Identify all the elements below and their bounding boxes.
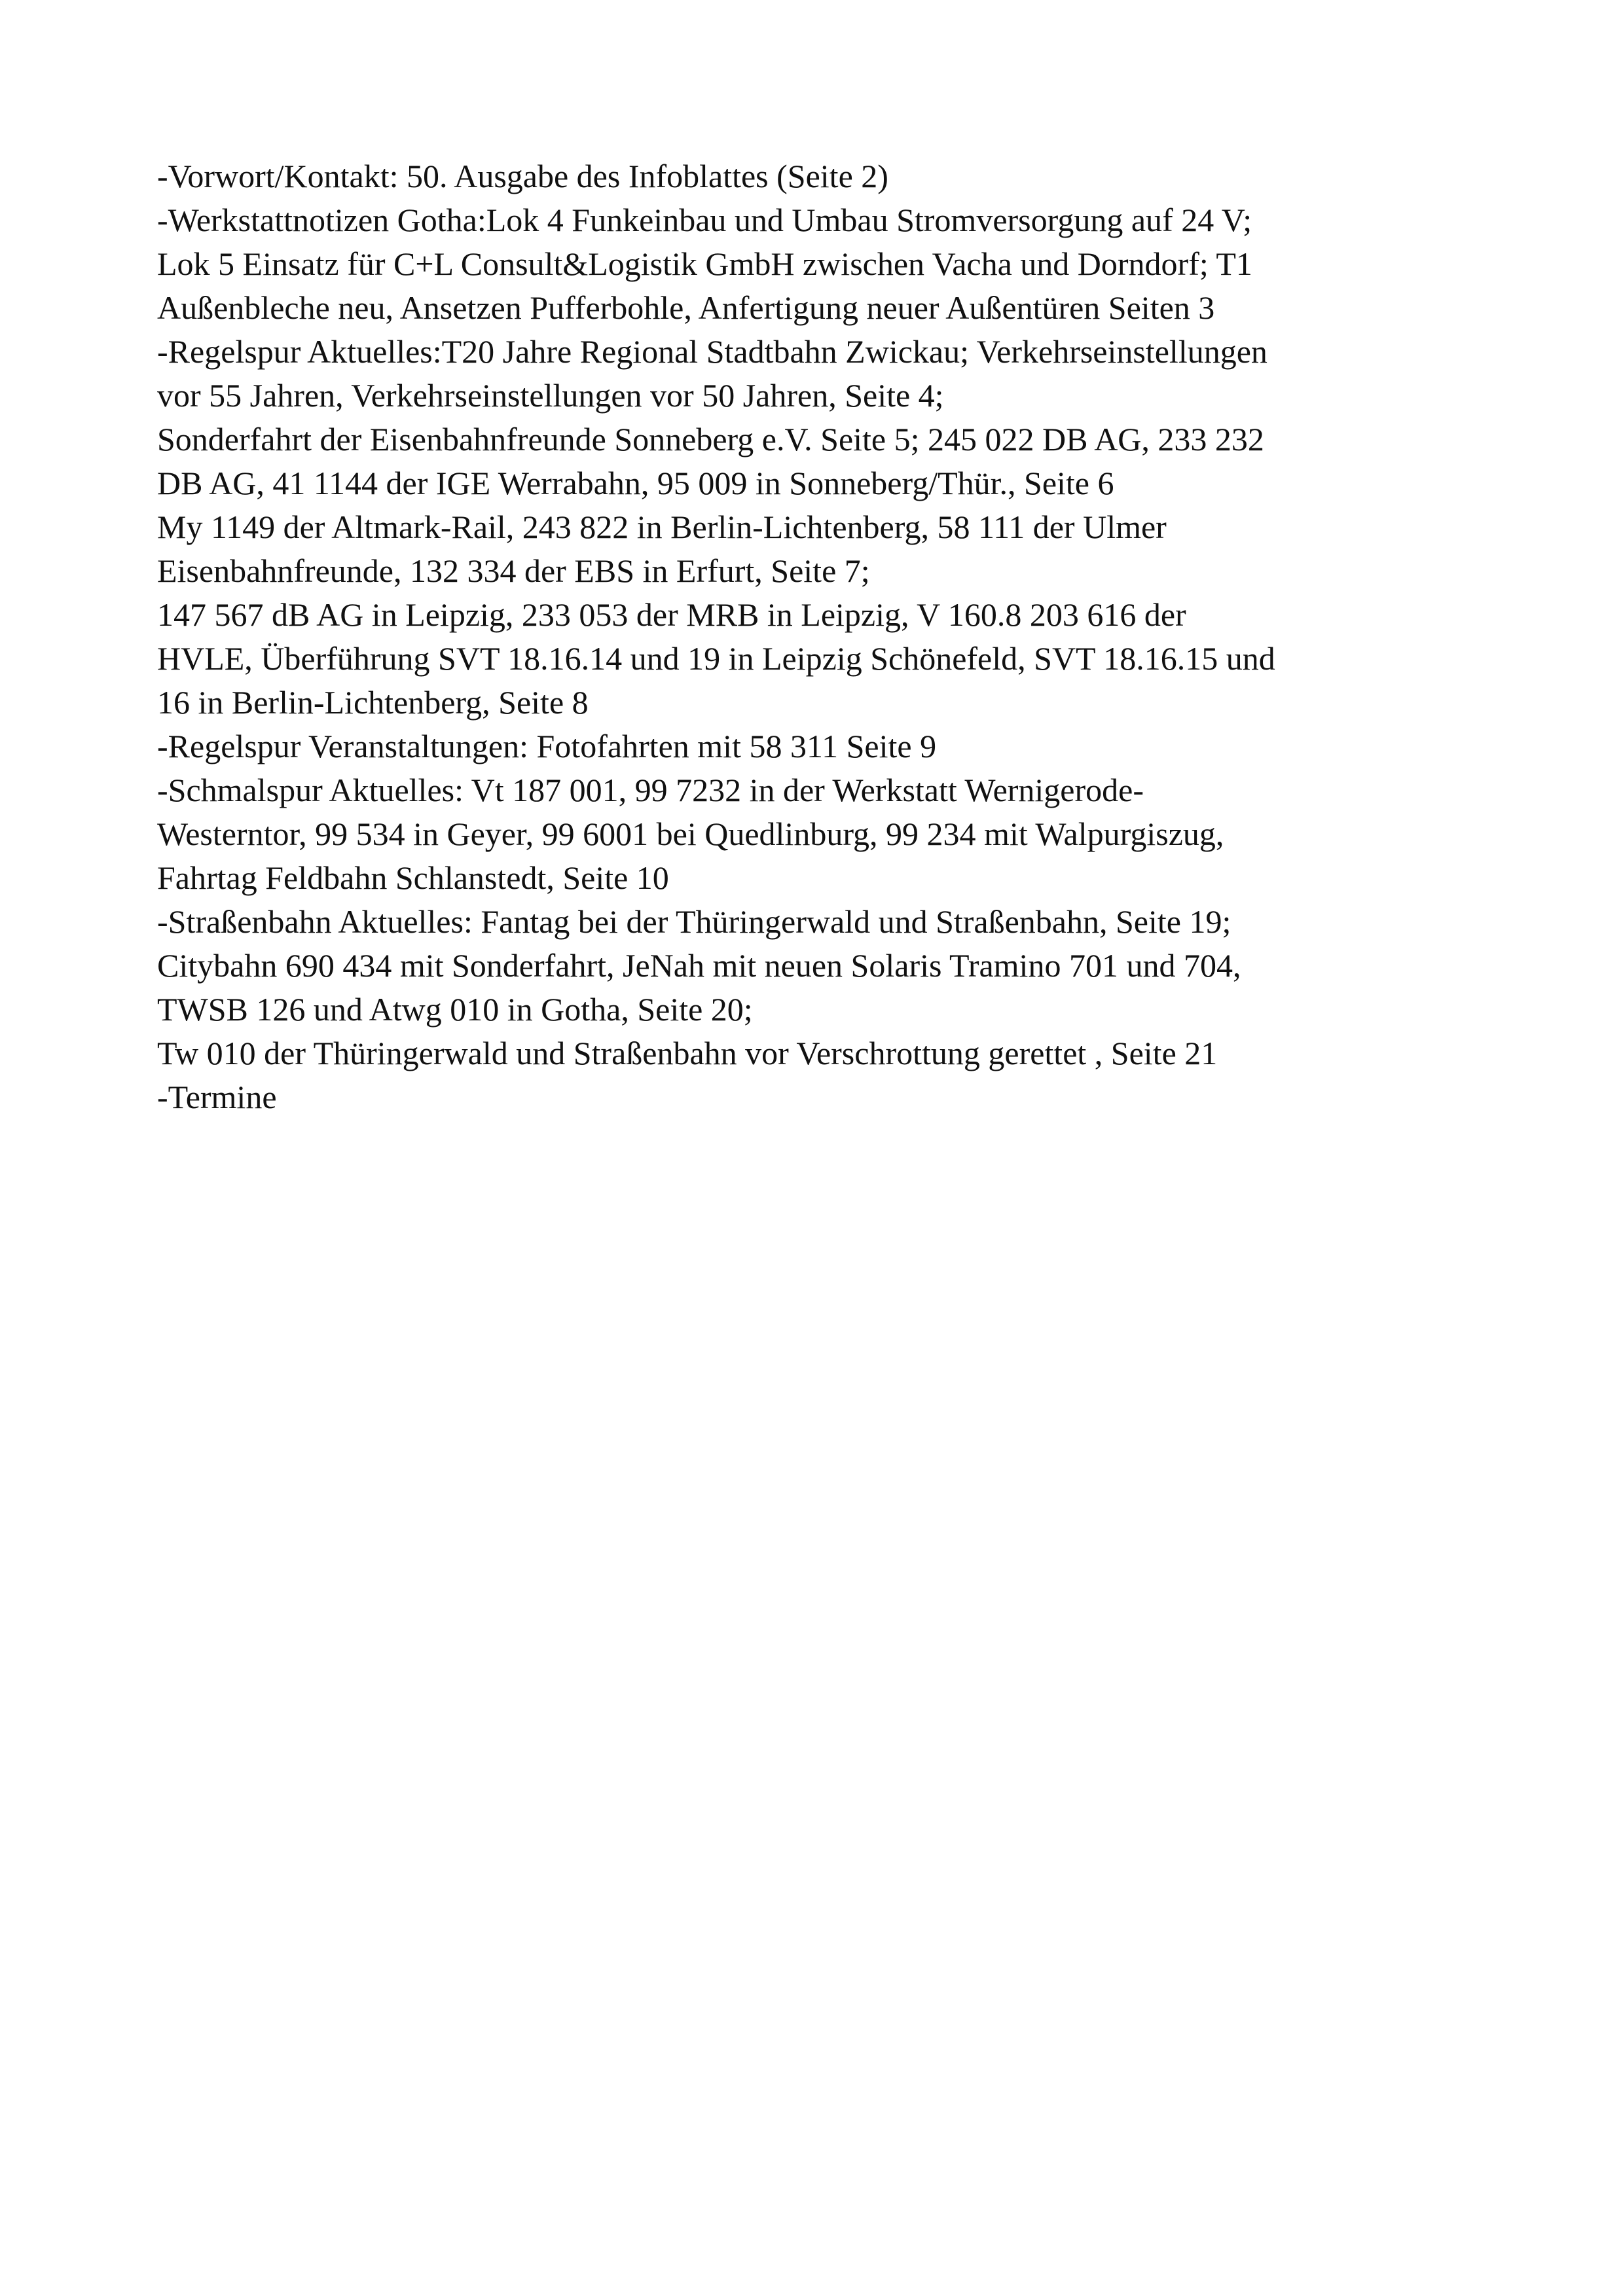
toc-line: Eisenbahnfreunde, 132 334 der EBS in Erfurt, Seite 7; xyxy=(157,552,870,589)
toc-line: DB AG, 41 1144 der IGE Werrabahn, 95 009 in Sonneberg/Thür., Seite 6 xyxy=(157,465,1114,501)
toc-line: Lok 5 Einsatz für C+L Consult&Logistik GmbH zwischen Vacha und Dorndorf; T1 xyxy=(157,245,1252,282)
toc-line: 147 567 dB AG in Leipzig, 233 053 der MRB in Leipzig, V 160.8 203 616 der xyxy=(157,596,1186,633)
toc-line: 16 in Berlin-Lichtenberg, Seite 8 xyxy=(157,684,589,721)
toc-line: HVLE, Überführung SVT 18.16.14 und 19 in Leipzig Schönefeld, SVT 18.16.15 und xyxy=(157,640,1275,677)
toc-line: -Regelspur Aktuelles:T20 Jahre Regional Stadtbahn Zwickau; Verkehrseinstellungen xyxy=(157,333,1267,370)
toc-line: Tw 010 der Thüringerwald und Straßenbahn vor Verschrottung gerettet , Seite 21 xyxy=(157,1035,1218,1071)
toc-line: My 1149 der Altmark-Rail, 243 822 in Berlin-Lichtenberg, 58 111 der Ulmer xyxy=(157,509,1167,545)
toc-line: -Regelspur Veranstaltungen: Fotofahrten mit 58 311 Seite 9 xyxy=(157,728,937,764)
toc-line: Citybahn 690 434 mit Sonderfahrt, JeNah mit neuen Solaris Tramino 701 und 704, xyxy=(157,947,1241,984)
toc-line: vor 55 Jahren, Verkehrseinstellungen vor 50 Jahren, Seite 4; xyxy=(157,377,944,414)
toc-line: Außenbleche neu, Ansetzen Pufferbohle, Anfertigung neuer Außentüren Seiten 3 xyxy=(157,289,1215,326)
toc-line: TWSB 126 und Atwg 010 in Gotha, Seite 20; xyxy=(157,991,753,1028)
toc-line: -Straßenbahn Aktuelles: Fantag bei der Thüringerwald und Straßenbahn, Seite 19; xyxy=(157,903,1231,940)
toc-line: Fahrtag Feldbahn Schlanstedt, Seite 10 xyxy=(157,859,669,896)
toc-line: Westerntor, 99 534 in Geyer, 99 6001 bei Quedlinburg, 99 234 mit Walpurgiszug, xyxy=(157,816,1224,852)
toc-line: -Werkstattnotizen Gotha:Lok 4 Funkeinbau und Umbau Stromversorgung auf 24 V; xyxy=(157,202,1252,238)
toc-line: -Termine xyxy=(157,1079,277,1115)
table-of-contents xyxy=(157,154,1493,1119)
toc-line: -Vorwort/Kontakt: 50. Ausgabe des Infoblattes (Seite 2) xyxy=(157,158,888,194)
toc-line: -Schmalspur Aktuelles: Vt 187 001, 99 7232 in der Werkstatt Wernigerode- xyxy=(157,772,1144,808)
toc-line: Sonderfahrt der Eisenbahnfreunde Sonneberg e.V. Seite 5; 245 022 DB AG, 233 232 xyxy=(157,421,1264,457)
